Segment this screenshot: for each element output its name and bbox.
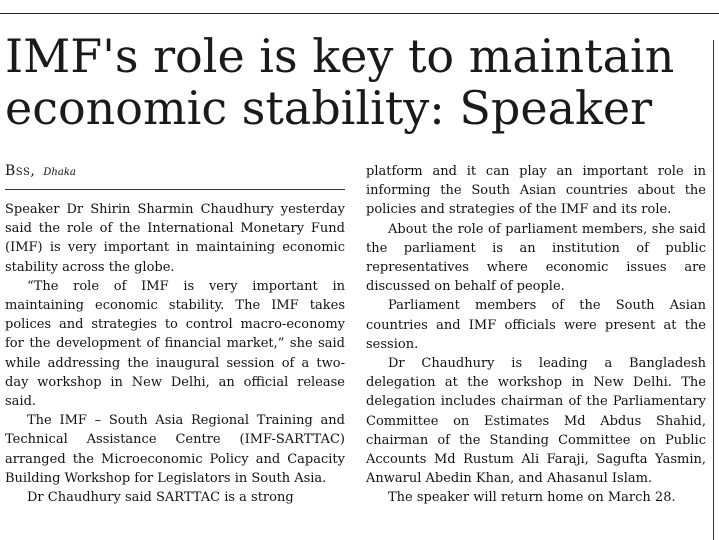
byline <box>5 162 345 182</box>
paragraph: Dr Chaudhury said SARTTAC is a strong <box>27 490 294 506</box>
paragraph: The IMF – South Asia Regional Training and Technical Assistance Centre (IMF-SARTTAC) arranged the Microeconomic Policy and Capacity Building Workshop for Legislators in South Asia. <box>5 413 345 486</box>
paragraph: Dr Chaudhury is leading a Bangladesh delegation at the workshop in New Delhi. The delegation includes chairman of the Parliamentary Committee on Estimates Md Abdus Shahid, chairman of the Standing Committee on Public Accounts Md Rustum Ali Faraji, Sagufta Yasmin, Anwarul Abedin Khan, and Ahasanul Islam. <box>366 356 706 487</box>
paragraph: Parliament members of the South Asian countries and IMF officials were present at the session. <box>366 298 706 352</box>
top-rule <box>0 13 719 14</box>
right-column <box>366 162 706 508</box>
byline-location: Dhaka <box>43 167 76 178</box>
headline: IMF's role is key to maintain economic stability: Speaker <box>5 29 675 135</box>
paragraph: platform and it can play an important role in informing the South Asian countries about the policies and strategies of the IMF and its role. <box>366 164 706 218</box>
byline-rule <box>5 189 345 190</box>
paragraph: Speaker Dr Shirin Sharmin Chaudhury yesterday said the role of the International Monetary Fund (IMF) is very important in maintaining economic stability across the globe. <box>5 202 345 275</box>
column-rule <box>713 40 714 540</box>
paragraph: “The role of IMF is very important in maintaining economic stability. The IMF takes polices and strategies to control macro-economy for the development of financial market,” she said while addressing the inaugural session of a two-day workshop in New Delhi, an official release said. <box>5 278 345 410</box>
left-column <box>5 158 345 507</box>
paragraph: The speaker will return home on March 28. <box>388 490 676 506</box>
paragraph: About the role of parliament members, she said the parliament is an institution of public representatives where economic issues are discussed on behalf of people. <box>366 221 706 295</box>
byline-source: Bss, <box>5 163 36 179</box>
